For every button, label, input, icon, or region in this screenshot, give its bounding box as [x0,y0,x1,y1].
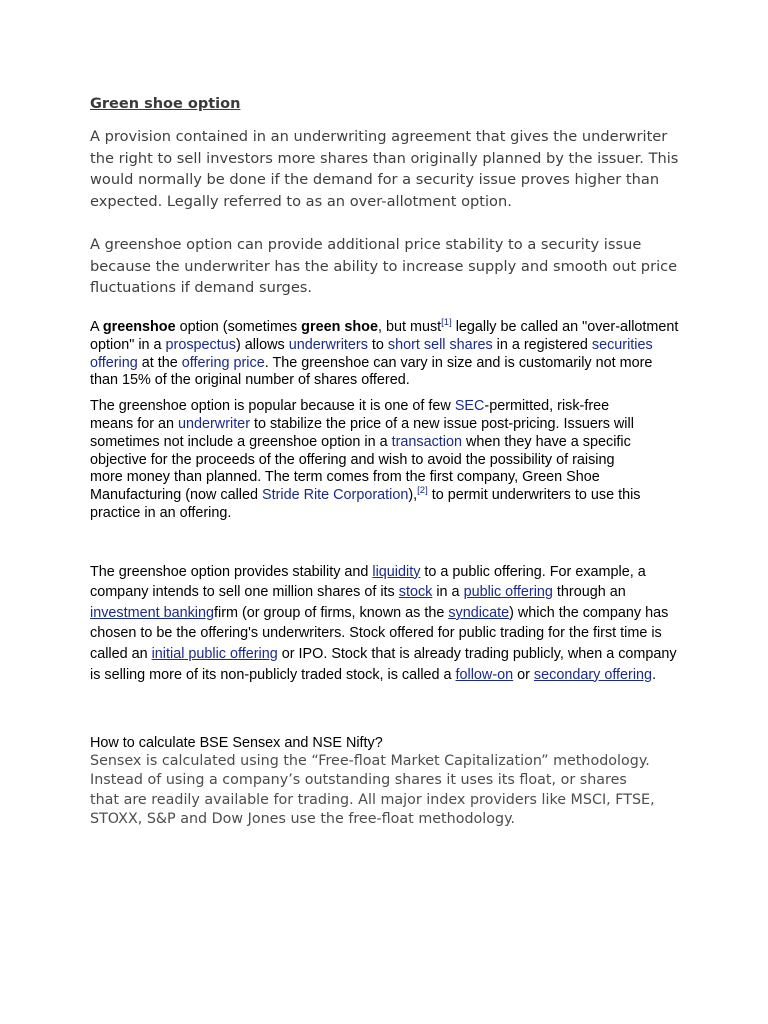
wiki-paragraph-2 [90,398,650,523]
text-run: when they have a specific objective for the proceeds of the offering and wish to avoid the possibility of raising more money than planned. The term comes from the first company, Green Shoe Manufacturing (now called [90,433,631,504]
link-stock[interactable]: stock [398,584,433,601]
text-run: to stabilize the price of a new issue post-pricing. Issuers will sometimes not include a greenshoe option in a [90,415,634,450]
link-investment-banking[interactable]: investment banking [90,604,214,621]
text-run: ), [408,487,418,504]
answer-paragraph: Sensex is calculated using the “Free-float Market Capitalization” methodology. Instead of using a company’s outstanding shares it uses its float, or shares that are readily available for trading. All major index providers like MSCI, FTSE, STOXX, S&P and Dow Jones use the free-float methodology. [90,753,655,827]
text-run: ) which the company has chosen to be the offering's underwriters. Stock offered for public trading for the first time is called an [90,604,669,663]
citation-link-2[interactable]: [2] [417,485,428,497]
text-run: . The greenshoe can vary in size and is customarily not more than 15% of the original number of shares offered. [90,354,653,389]
text-run: ) allows [235,336,289,353]
bold-term: green shoe [301,318,378,335]
text-run: firm (or group of firms, known as the [214,604,449,621]
text-run: The greenshoe option provides stability and [90,563,373,580]
text-run: . [652,666,657,683]
text-run: -permitted, risk-free means for an [90,398,610,432]
link-follow-on[interactable]: follow-on [455,666,514,683]
text-run: option (sometimes [175,318,302,335]
text-run: The greenshoe option is popular because it is one of few [90,398,455,415]
text-run: in a registered [492,336,592,353]
wiki-paragraph-1 [90,316,680,390]
link-sec[interactable]: SEC [454,398,485,415]
document-title: Green shoe option [90,96,241,112]
greenshoe-example-paragraph [90,562,680,686]
link-securities-offering[interactable]: securities offering [90,336,653,371]
citation-link-1[interactable]: [1] [441,316,452,328]
text-run: legally be called an "over-allotment option" in a [90,318,679,353]
text-run: at the [137,354,182,371]
text-run: or [513,666,534,683]
text-run: through an [552,584,626,601]
bold-term: greenshoe [102,318,176,335]
link-public-offering[interactable]: public offering [463,584,553,601]
intro-paragraph-2: A greenshoe option can provide additional price stability to a security issue because the underwriter has the ability to increase supply and smooth out price fluctuations if demand surges. [90,235,678,297]
intro-paragraph-1: A provision contained in an underwriting agreement that gives the underwriter the right to sell investors more shares than originally planned by the issuer. This would normally be done if the demand for a security issue proves higher than expected. Legally referred to as an over-allotment option. [90,128,679,211]
text-run: , but must [377,318,442,335]
link-underwriters[interactable]: underwriters [288,336,368,353]
text-run: to a public offering. For example, a company intends to sell one million shares of its [90,563,646,601]
link-liquidity[interactable]: liquidity [372,563,421,580]
link-prospectus[interactable]: prospectus [165,336,236,353]
link-short-sell-shares[interactable]: short sell shares [387,336,493,353]
text-run: or IPO. Stock that is already trading publicly, when a company is selling more of its non-publicly traded stock, is called a [90,646,677,683]
link-syndicate[interactable]: syndicate [448,604,510,621]
link-initial-public-offering[interactable]: initial public offering [151,646,278,663]
link-stride-rite-corporation[interactable]: Stride Rite Corporation [261,487,409,504]
link-transaction[interactable]: transaction [391,433,462,450]
text-run: to permit underwriters to use this practice in an offering. [90,487,641,521]
text-run: to [367,336,388,353]
text-run: A [90,318,103,335]
link-underwriter[interactable]: underwriter [178,415,250,432]
document-page [90,94,685,829]
link-secondary-offering[interactable]: secondary offering [533,666,653,683]
text-run: in a [432,584,464,601]
link-offering-price[interactable]: offering price [181,354,265,371]
question-heading: How to calculate BSE Sensex and NSE Nifty? [90,735,383,752]
